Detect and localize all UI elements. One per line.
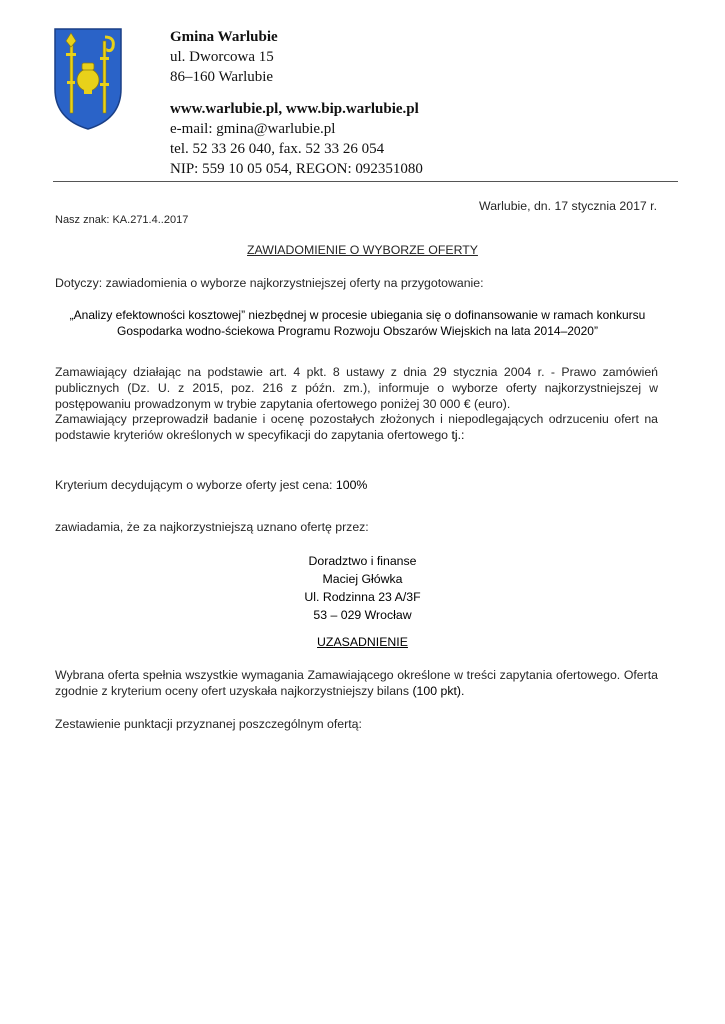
phone-fax: tel. 52 33 26 040, fax. 52 33 26 054 [170, 141, 385, 157]
street-address: ul. Dworcowa 15 [170, 49, 274, 65]
email-address[interactable]: e-mail: gmina@warlubie.pl [170, 121, 336, 137]
postal-address: 86–160 Warlubie [170, 69, 274, 85]
regarding-line: Dotyczy: zawiadomienia o wyborze najkorzystniejszej oferty na przygotowanie: [55, 276, 484, 290]
paragraph-evaluation-tail: tj.: [451, 428, 465, 442]
paragraph-justification [55, 667, 658, 699]
scoring-summary-line: Zestawienie punktacji przyznanej poszczególnym ofertą: [55, 717, 362, 731]
winner-line-3: Ul. Rodzinna 23 A/3F [304, 590, 421, 604]
justification-title: UZASADNIENIE [317, 635, 408, 649]
reference-number: Nasz znak: KA.271.4..2017 [55, 214, 189, 226]
winner-line-2: Maciej Główka [322, 572, 403, 586]
document-title: ZAWIADOMIENIE O WYBORZE OFERTY [247, 243, 478, 257]
subject-line-2: Gospodarka wodno-ściekowa Programu Rozwoju Obszarów Wiejskich na lata 2014–2020” [117, 324, 598, 338]
winner-line-1: Doradztwo i finanse [308, 554, 417, 568]
paragraph-justification-tail: (100 pkt). [412, 684, 465, 698]
subject-block [55, 307, 660, 339]
document-date: Warlubie, dn. 17 stycznia 2017 r. [479, 199, 657, 213]
municipality-name: Gmina Warlubie [170, 29, 278, 45]
criterion-value: 100% [335, 478, 368, 492]
tax-ids: NIP: 559 10 05 054, REGON: 092351080 [170, 161, 423, 177]
header-divider [53, 181, 678, 182]
winner-line-4: 53 – 029 Wrocław [313, 608, 412, 622]
criterion-text: Kryterium decydującym o wyborze oferty jest cena: [55, 478, 336, 492]
coat-of-arms-logo [53, 27, 123, 131]
website-links[interactable]: www.warlubie.pl, www.bip.warlubie.pl [170, 101, 419, 117]
paragraph-evaluation [55, 411, 658, 443]
subject-line-1: „Analizy efektowności kosztowej” niezbędnej w procesie ubiegania się o dofinansowanie w ramach konkursu [69, 308, 646, 322]
letterhead [170, 27, 423, 179]
paragraph-justification-text: Wybrana oferta spełnia wszystkie wymagania Zamawiającego określone w treści zapytania ofertowego. Oferta zgodnie z kryterium oceny ofert uzyskała najkorzystniejszy bilans [55, 668, 658, 698]
winner-address-block [0, 552, 725, 624]
criterion-line [55, 477, 367, 493]
paragraph-legal-basis: Zamawiający działając na podstawie art. 4 pkt. 8 ustawy z dnia 29 stycznia 2004 r. - Prawo zamówień publicznych (Dz. U. z 2015, poz. 216 z późn. zm.), informuje o wyborze oferty najkorzystniejszej w postępowaniu prowadzonym w trybie zapytania ofertowego poniżej 30 000 € (euro). [55, 365, 658, 411]
paragraph-evaluation-text: Zamawiający przeprowadził badanie i ocenę pozostałych złożonych i niepodlegających odrzuceniu ofert na podstawie kryteriów określonych w specyfikacji do zapytania ofertowego [55, 412, 658, 442]
notify-line: zawiadamia, że za najkorzystniejszą uznano ofertę przez: [55, 520, 369, 534]
